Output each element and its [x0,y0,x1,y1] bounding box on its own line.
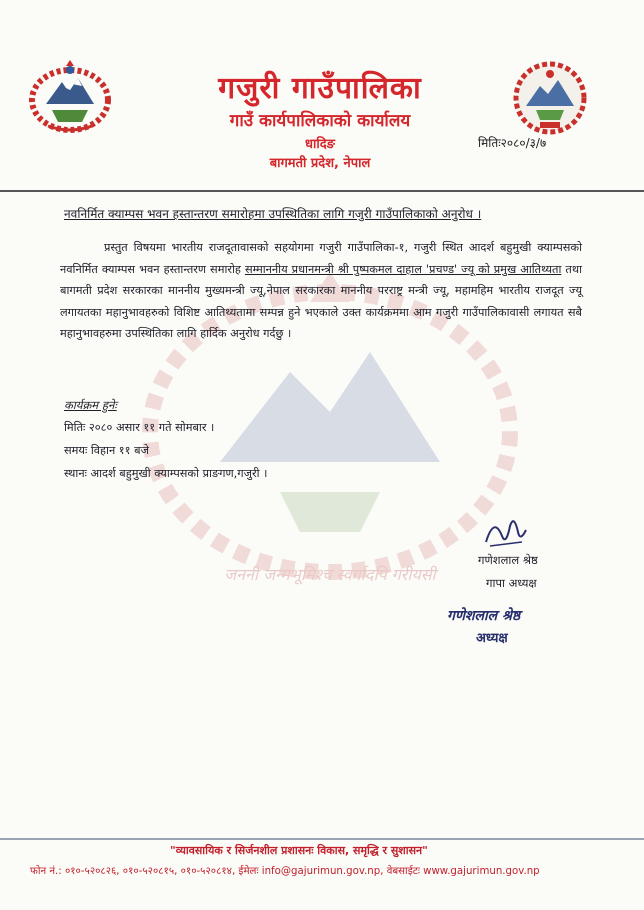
letter-date: मितिः२०८०/३/७ [478,136,547,150]
nepal-emblem-icon [28,60,112,134]
watermark-motto: जननी जन्मभूमिश्च स्वर्गादपि गरीयसी [224,565,436,584]
office-title: गाउँ कार्यपालिकाको कार्यालय [229,111,411,131]
signatory-role: गापा अध्यक्ष [486,576,537,590]
body-text-2: तथा बागमती प्रदेश सरकारका माननीय मुख्यमन्त्री ज्यू,नेपाल सरकारका माननीय परराष्ट्र मन्त्री ज्यू, महामहिम भारतीय राजदूत ज्यू लगायतका महानुभावहरुको विशिष्ट आतिथ्यतामा सम्पन्न हुने भएकाले उक्त कार्यक्रममा आम गजुरी गाउँपालिकावासी लगायत सबै महानुभावहरुमा उपस्थितिका लागि हार्दिक अनुरोध गर्दछु । [60,262,582,340]
body-text-underlined: सम्माननीय प्रधानमन्त्री श्री पुष्पकमल दाहाल 'प्रचण्ड' ज्यू को प्रमुख आतिथ्यता [244,262,562,276]
body-text-1: प्रस्तुत विषयमा भारतीय राजदूतावासको सहयोगमा गजुरी गाउँपालिका-१, गजुरी स्थित आदर्श बहुमुखी क्याम्पसको नवनिर्मित क्याम्पस भवन हस्तान्तरण समारोह [60,241,582,276]
letter-body [60,237,582,345]
program-venue: स्थानः आदर्श बहुमुखी क्याम्पसको प्राङगण,गजुरी । [64,467,268,480]
signatory-name: गणेशलाल श्रेष्ठ [478,553,538,567]
footer-contact: फोन नं.: ०१०-५२०८२६, ०१०-५२०८१५, ०१०-५२०८१४, ईमेलः info@gajurimun.gov.np, वेबसाईटः www.gajurimun.gov.np [30,866,540,877]
program-date: मितिः २०८० असार ११ गते सोमबार । [64,421,215,434]
header-divider [0,190,644,192]
footer-slogan: "व्यावसायिक र सिर्जनशील प्रशासनः विकास, समृद्धि र सुशासन" [170,844,428,857]
stamp-name: गणेशलाल श्रेष्ठ [447,608,521,624]
program-heading: कार्यक्रम हुनेः [64,398,117,412]
handwritten-signature [480,512,530,552]
district-name: धादिङ [305,137,335,152]
program-time: समयः विहान ११ बजे [64,444,149,457]
municipality-title: गजुरी गाउँपालिका [218,71,422,106]
subject-line: नवनिर्मित क्याम्पस भवन हस्तान्तरण समारोहमा उपस्थितिका लागि गजुरी गाउँपालिकाको अनुरोध । [64,207,482,221]
footer-divider [0,838,644,840]
municipality-logo-icon [510,60,590,138]
stamp-role: अध्यक्ष [476,631,508,646]
province-name: बागमती प्रदेश, नेपाल [269,156,371,171]
